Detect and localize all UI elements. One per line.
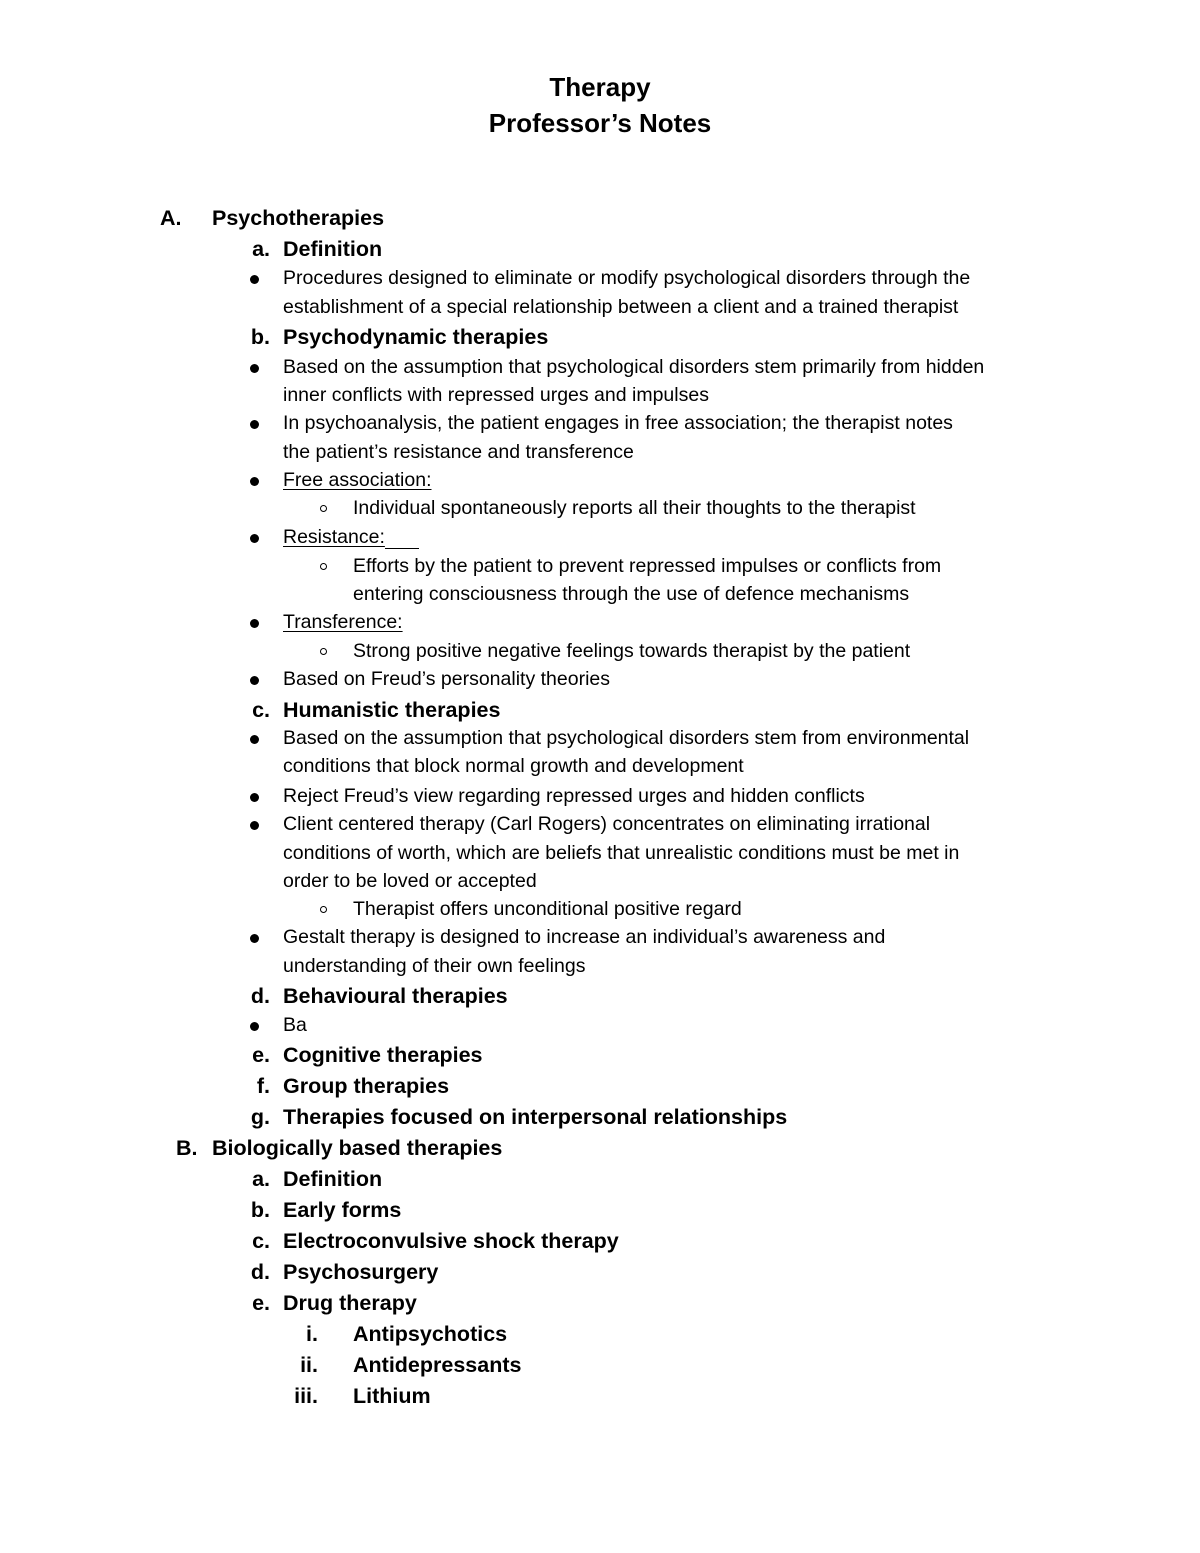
- bullet-disc-icon: [250, 420, 259, 429]
- subsection-marker: a.: [252, 1167, 270, 1191]
- bullet-circle-icon: [320, 505, 327, 512]
- sub-bullet-text: Therapist offers unconditional positive regard: [353, 898, 742, 920]
- subsection-marker: d.: [250, 1260, 270, 1284]
- term-resistance: Resistance:: [283, 526, 385, 548]
- subsection-heading: Psychosurgery: [283, 1260, 439, 1284]
- bullet-text-continued: the patient’s resistance and transference: [283, 441, 634, 463]
- bullet-disc-icon: [250, 477, 259, 486]
- drug-item: Lithium: [353, 1384, 431, 1408]
- bullet-text-continued: conditions of worth, which are beliefs that unrealistic conditions must be met in: [283, 842, 960, 864]
- subsection-heading: Humanistic therapies: [283, 698, 501, 722]
- bullet-text: Based on the assumption that psychological disorders stem primarily from hidden: [283, 356, 985, 378]
- section-a-marker: A.: [160, 206, 182, 230]
- bullet-disc-icon: [250, 364, 259, 373]
- bullet-text-continued: conditions that block normal growth and development: [283, 755, 744, 777]
- subsection-marker: b.: [250, 1198, 270, 1222]
- subsection-heading: Group therapies: [283, 1074, 450, 1098]
- bullet-text: Procedures designed to eliminate or modify psychological disorders through the: [283, 267, 971, 289]
- subsection-marker: e.: [252, 1291, 270, 1315]
- document-title: Therapy: [549, 72, 651, 102]
- subsection-heading: Early forms: [283, 1198, 402, 1222]
- term-resistance-line: [283, 525, 419, 549]
- sub-bullet-text: Strong positive negative feelings towards therapist by the patient: [353, 640, 911, 662]
- bullet-disc-icon: [250, 619, 259, 628]
- subsection-marker: a.: [252, 237, 270, 261]
- bullet-circle-icon: [320, 906, 327, 913]
- subsection-heading: Behavioural therapies: [283, 984, 508, 1008]
- bullet-disc-icon: [250, 1022, 259, 1031]
- subsection-heading: Electroconvulsive shock therapy: [283, 1229, 619, 1253]
- subsection-marker: c.: [252, 1229, 270, 1253]
- drug-item: Antipsychotics: [353, 1322, 508, 1346]
- subsection-heading: Drug therapy: [283, 1291, 417, 1315]
- bullet-text: Gestalt therapy is designed to increase an individual’s awareness and: [283, 926, 886, 948]
- bullet-disc-icon: [250, 534, 259, 543]
- subsection-marker: b.: [250, 325, 270, 349]
- subsection-heading: Cognitive therapies: [283, 1043, 483, 1067]
- bullet-disc-icon: [250, 821, 259, 830]
- bullet-text: Ba: [283, 1014, 307, 1036]
- bullet-disc-icon: [250, 275, 259, 284]
- blank-underline: [385, 530, 419, 549]
- section-b-marker: B.: [176, 1136, 198, 1160]
- roman-marker: i.: [306, 1322, 318, 1346]
- section-a-heading: Psychotherapies: [212, 206, 385, 230]
- subsection-marker: f.: [256, 1074, 270, 1098]
- subsection-heading: Psychodynamic therapies: [283, 325, 549, 349]
- sub-bullet-text-continued: entering consciousness through the use of defence mechanisms: [353, 583, 910, 605]
- bullet-disc-icon: [250, 676, 259, 685]
- bullet-text: Client centered therapy (Carl Rogers) concentrates on eliminating irrational: [283, 813, 931, 835]
- bullet-text-continued: order to be loved or accepted: [283, 870, 537, 892]
- term-transference: Transference:: [283, 611, 403, 633]
- bullet-text-continued: understanding of their own feelings: [283, 955, 586, 977]
- bullet-disc-icon: [250, 735, 259, 744]
- subsection-heading: Therapies focused on interpersonal relationships: [283, 1105, 788, 1129]
- subsection-marker: g.: [250, 1105, 270, 1129]
- subsection-marker: c.: [252, 698, 270, 722]
- subsection-heading: Definition: [283, 237, 383, 261]
- bullet-text: Based on Freud’s personality theories: [283, 668, 610, 690]
- bullet-text: Reject Freud’s view regarding repressed urges and hidden conflicts: [283, 785, 865, 807]
- sub-bullet-text: Efforts by the patient to prevent repressed impulses or conflicts from: [353, 555, 942, 577]
- bullet-circle-icon: [320, 563, 327, 570]
- roman-marker: iii.: [294, 1384, 318, 1408]
- section-b-heading: Biologically based therapies: [212, 1136, 503, 1160]
- drug-item: Antidepressants: [353, 1353, 522, 1377]
- subsection-marker: d.: [250, 984, 270, 1008]
- bullet-disc-icon: [250, 793, 259, 802]
- document-subtitle: Professor’s Notes: [488, 108, 712, 138]
- bullet-circle-icon: [320, 648, 327, 655]
- subsection-heading: Definition: [283, 1167, 383, 1191]
- sub-bullet-text: Individual spontaneously reports all their thoughts to the therapist: [353, 497, 916, 519]
- subsection-marker: e.: [252, 1043, 270, 1067]
- bullet-text-continued: establishment of a special relationship between a client and a trained therapist: [283, 296, 959, 318]
- bullet-text: In psychoanalysis, the patient engages in free association; the therapist notes: [283, 412, 953, 434]
- bullet-text-continued: inner conflicts with repressed urges and impulses: [283, 384, 709, 406]
- bullet-text: Based on the assumption that psychological disorders stem from environmental: [283, 727, 970, 749]
- roman-marker: ii.: [300, 1353, 318, 1377]
- term-free-association: Free association:: [283, 469, 432, 491]
- bullet-disc-icon: [250, 934, 259, 943]
